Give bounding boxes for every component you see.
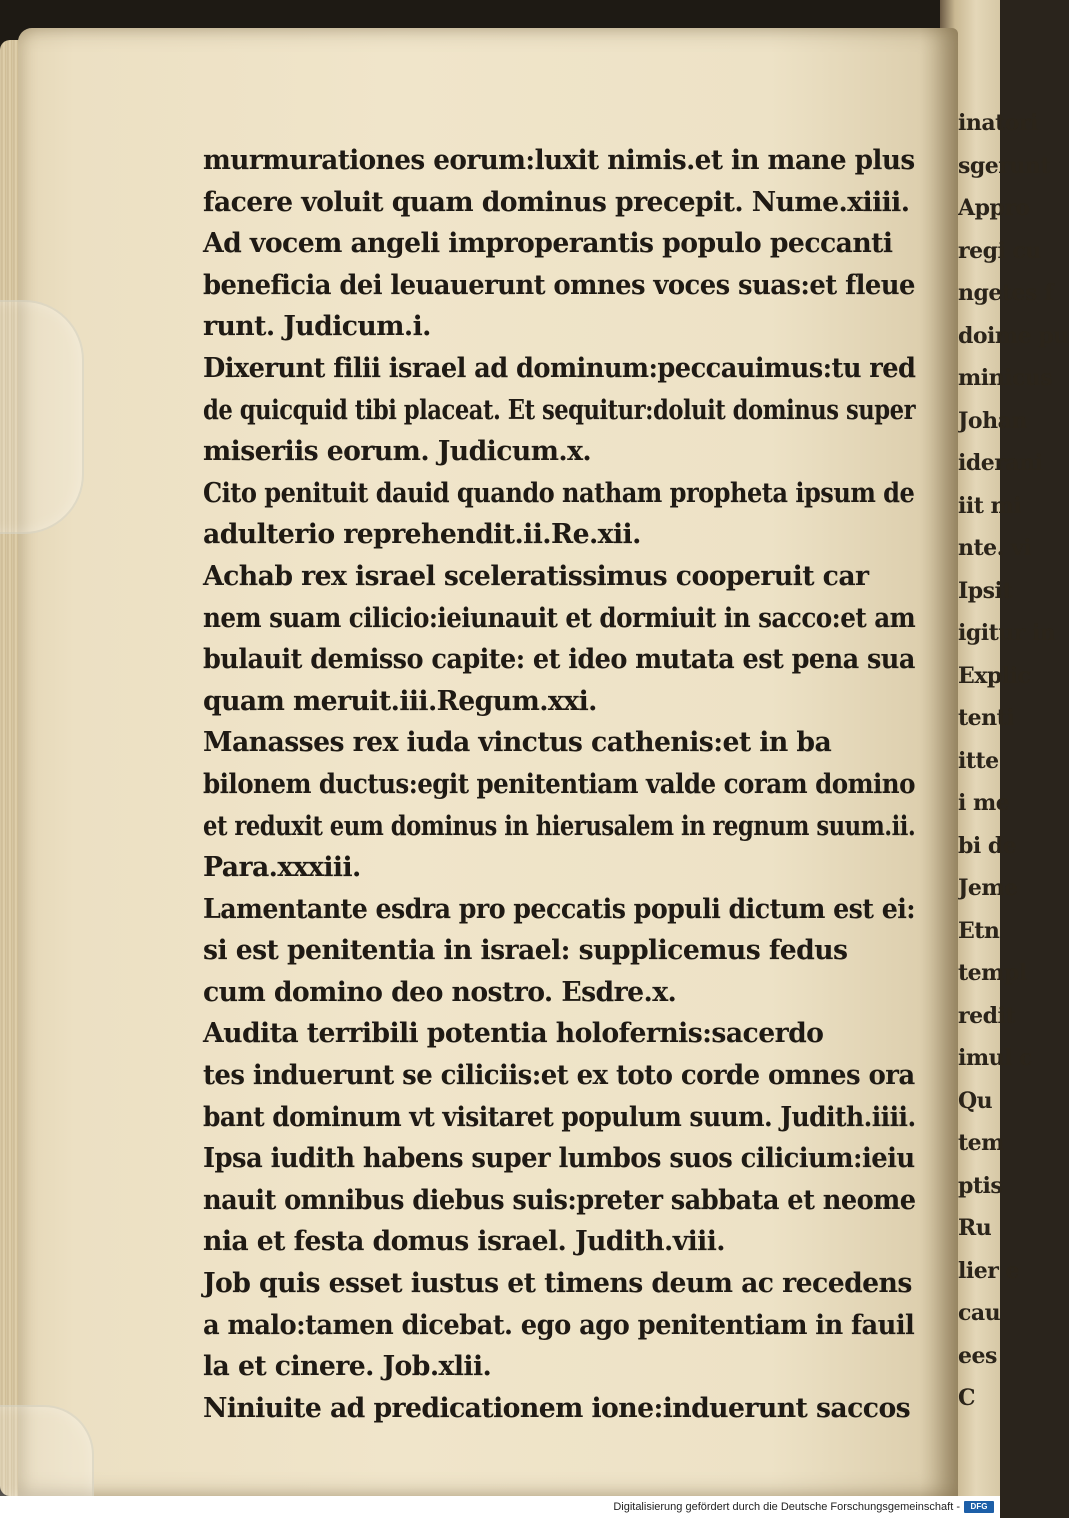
text-line: tes induerunt se ciliciis:et ex toto corde omnes ora [203, 1060, 915, 1092]
text-line: et reduxit eum dominus in hierusalem in regnum suum.ii. [203, 810, 916, 842]
text-line: Ad vocem angeli improperantis populo peccanti [203, 228, 893, 260]
text-line: Ipsa iudith habens super lumbos suos cilicium:ieiu [203, 1143, 915, 1175]
text-line: nauit omnibus diebus suis:preter sabbata et neome [203, 1184, 916, 1216]
text-line: nem suam cilicio:ieiunauit et dormiuit in sacco:et am [203, 602, 916, 634]
facing-text-line: inatori [958, 110, 1038, 136]
glass-page-weight-top [0, 300, 84, 534]
text-line: Audita terribili potentia holofernis:sacerdo [203, 1018, 824, 1050]
facing-text-line: doime pu [958, 322, 1069, 349]
facing-text-line: iderani [958, 450, 1043, 476]
text-line: Achab rex israel sceleratissimus cooperuit car [203, 560, 869, 592]
facing-text-line: redit [958, 1002, 1015, 1029]
text-line: facere voluit quam dominus precepit. Nume.xiiii. [203, 186, 910, 218]
text-line: Dixerunt filii israel ad dominum:peccauimus:tu red [203, 352, 916, 384]
text-line: cum domino deo nostro. Esdre.x. [203, 976, 677, 1008]
facing-text-line: Explic [958, 662, 1031, 689]
facing-text-line: cau [958, 1300, 1001, 1326]
text-line: a malo:tamen dicebat. ego ago penitentiam in fauil [203, 1309, 915, 1341]
page-text-block [203, 140, 923, 1429]
text-line: miseriis eorum. Judicum.x. [203, 436, 592, 468]
text-line: nia et festa domus israel. Judith.viii. [203, 1226, 725, 1258]
text-line: Manasses rex iuda vinctus cathenis:et in ba [203, 727, 832, 759]
text-line: beneficia dei leuauerunt omnes voces suas:et fleue [203, 269, 915, 301]
facing-text-line: tem [958, 1130, 1004, 1156]
facing-text-line: C [958, 1385, 976, 1411]
text-line: Lamentante esdra pro peccatis populi dictum est ei: [203, 893, 916, 925]
facing-text-line: Ipsit [958, 577, 1013, 604]
text-line: bant dominum vt visitaret populum suum. Judith.iiii. [203, 1101, 916, 1133]
text-line: murmurationes eorum:luxit nimis.et in mane plus [203, 145, 915, 176]
facing-text-line: itte [958, 747, 999, 774]
facing-text-line: iit mi [958, 492, 1022, 519]
facing-text-line: Jeme [958, 875, 1018, 901]
text-line: runt. Judicum.i. [203, 311, 431, 343]
facing-text-line: i me [958, 790, 1010, 816]
facing-text-line: Ru [958, 1215, 992, 1241]
footer-credit: Digitalisierung gefördert durch die Deutsche Forschungsgemeinschaft - [613, 1501, 960, 1513]
text-line: bilonem ductus:egit penitentiam valde coram domino [203, 768, 915, 800]
facing-text-line: Etn [958, 917, 1000, 944]
facing-text-line: imul c [958, 1045, 1033, 1071]
text-line: adulterio reprehendit.ii.Re.xii. [203, 519, 641, 551]
footer-bar [0, 1496, 1000, 1518]
facing-text-line: Johan [958, 407, 1027, 434]
dfg-logo: DFG [964, 1501, 994, 1513]
facing-text-line: ees [958, 1342, 997, 1369]
text-line: Para.xxxiii. [203, 852, 361, 884]
text-line: si est penitentia in israel: supplicemus fedus [203, 935, 848, 967]
facing-text-line: nte. vi [958, 535, 1032, 561]
facing-text-line: templ [958, 960, 1027, 986]
text-line: quam meruit.iii.Regum.xxi. [203, 685, 597, 717]
facing-text-line: sgerunt [958, 152, 1051, 179]
text-line: de quicquid tibi placeat. Et sequitur:doluit dominus super [203, 394, 916, 426]
facing-text-line: bi de [958, 832, 1017, 859]
text-line: Cito penituit dauid quando natham propheta ipsum de [203, 477, 915, 509]
facing-text-line: tenti [958, 705, 1015, 731]
facing-text-line: igitur in [958, 620, 1056, 646]
text-line: Niniuite ad predicationem ione:induerunt saccos [203, 1392, 911, 1424]
text-line: bulauit demisso capite: et ideo mutata est pena sua [203, 644, 915, 676]
facing-text-line: Appro [958, 195, 1030, 221]
facing-text-line: Qu [958, 1087, 993, 1114]
text-line: la et cinere. Job.xlii. [203, 1351, 492, 1383]
text-line: Job quis esset iustus et timens deum ac recedens [203, 1268, 912, 1300]
facing-text-line: lier e [958, 1257, 1019, 1284]
facing-text-line: minicus [958, 365, 1053, 391]
facing-text-line: regi cu [958, 237, 1041, 264]
facing-text-line: ngetes f [958, 280, 1054, 306]
facing-text-line: ptis [958, 1172, 1003, 1199]
